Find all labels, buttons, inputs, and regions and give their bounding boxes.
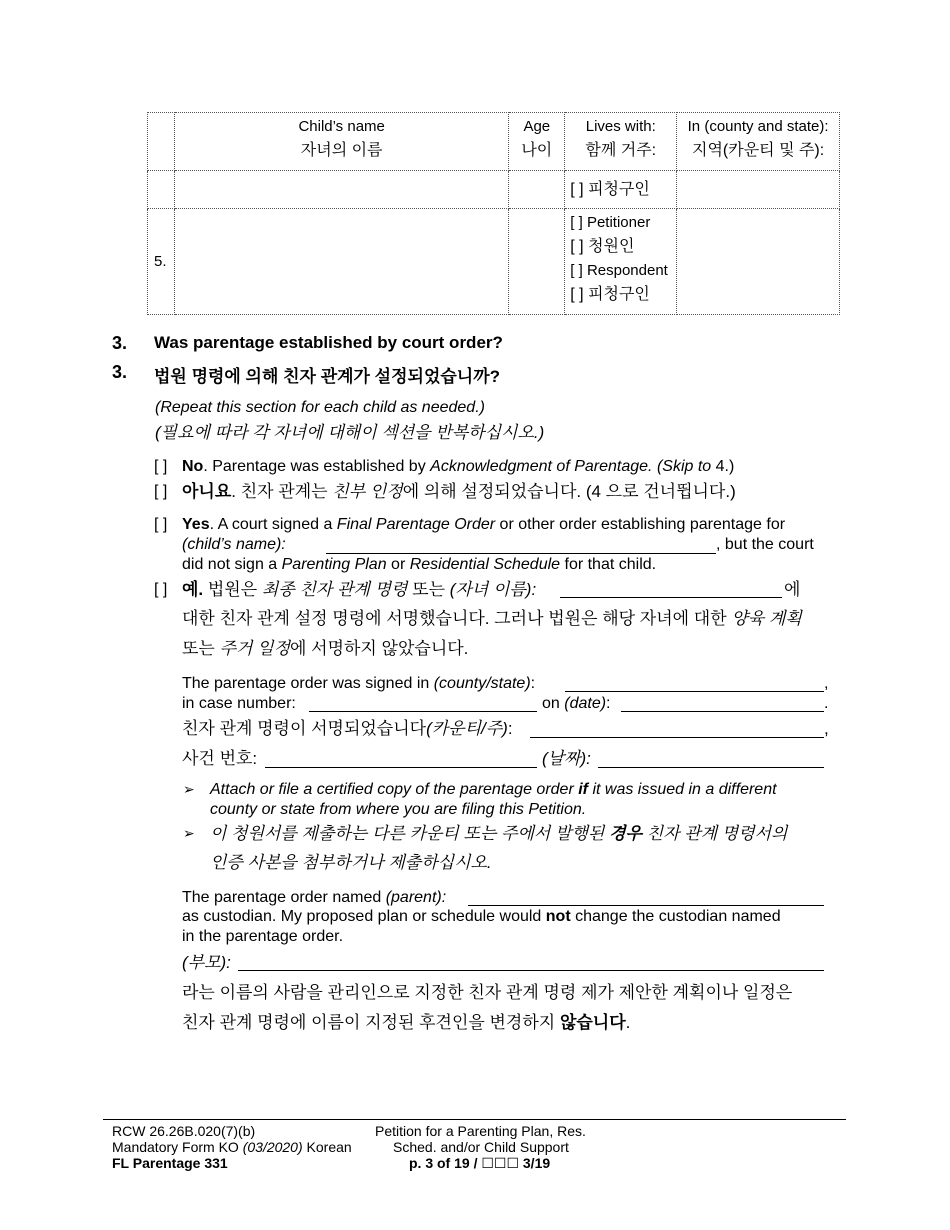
- custodian-kr-line1: 라는 이름의 사람을 관리인으로 지정한 친자 관계 명령 제가 제안한 계획이나 일정은: [182, 983, 793, 1002]
- header-county-state: In (county and state): 지역(카운티 및 주):: [677, 113, 840, 171]
- yes-option-kr-line2: 대한 친자 관계 설정 명령에 서명했습니다. 그러나 법원은 해당 자녀에 대한 양육 계획: [182, 609, 802, 628]
- footer-form: Mandatory Form KO (03/2020) Korean: [112, 1139, 352, 1155]
- table-row: [148, 171, 840, 209]
- footer-title2: Sched. and/or Child Support: [393, 1139, 569, 1155]
- header-child-name: Child’s name 자녀의 이름: [174, 113, 508, 171]
- bullet-en-line2: county or state from where you are filing this Petition.: [210, 801, 587, 818]
- date-kr-input[interactable]: [598, 767, 824, 768]
- parent-input[interactable]: [468, 905, 824, 906]
- table-header-row: [148, 113, 840, 171]
- lives-with-cell: [565, 209, 677, 315]
- county-state-kr-input[interactable]: [530, 737, 824, 738]
- case-number-kr-input[interactable]: [265, 767, 537, 768]
- no-option-en: No. Parentage was established by Acknowledgment of Parentage. (Skip to 4.): [182, 458, 735, 475]
- county-cell[interactable]: [677, 209, 840, 315]
- comma-kr: ,: [824, 719, 829, 738]
- footer-code: FL Parentage 331: [112, 1155, 228, 1171]
- period: .: [824, 695, 829, 712]
- respondent-kr-checkbox[interactable]: [ ] 피청구인: [570, 180, 650, 198]
- custodian-kr-line2: 친자 관계 명령에 이름이 지정된 후견인을 변경하지 않습니다.: [182, 1013, 631, 1032]
- arrow-bullet-icon: ➢: [183, 781, 195, 797]
- custodian-line3: in the parentage order.: [182, 928, 344, 945]
- yes-option-en-line1: Yes. A court signed a Final Parentage Order or other order establishing parentage for: [182, 516, 786, 533]
- respondent-kr-checkbox[interactable]: [ ] 피청구인: [570, 286, 650, 303]
- footer-title1: Petition for a Parenting Plan, Res.: [375, 1123, 586, 1139]
- petitioner-checkbox[interactable]: [ ] Petitioner: [570, 214, 651, 231]
- lives-with-cell: [565, 171, 677, 209]
- section-number: 3.: [112, 333, 128, 353]
- age-cell[interactable]: [509, 209, 565, 315]
- bullet-en-line1: Attach or file a certified copy of the parentage order if it was issued in a different: [210, 781, 777, 798]
- parent-kr-input[interactable]: [238, 970, 824, 971]
- yes-option-en-line2-end: , but the court: [716, 536, 814, 553]
- child-name-input[interactable]: [326, 553, 716, 554]
- county-cell[interactable]: [677, 171, 840, 209]
- footer-rcw: RCW 26.26B.020(7)(b): [112, 1123, 256, 1139]
- no-option-kr: 아니요. 친자 관계는 친부 인정에 의해 설정되었습니다. (4 으로 건너뜁니다.): [182, 482, 736, 501]
- yes-option-kr-line1: 예. 법원은 최종 친자 관계 명령 또는 (자녀 이름):: [182, 580, 537, 599]
- comma: ,: [824, 675, 829, 692]
- section-number-kr: 3.: [112, 362, 128, 382]
- child-name-kr-input[interactable]: [560, 597, 782, 598]
- bullet-kr-line2: 인증 사본을 첨부하거나 제출하십시오.: [210, 853, 492, 872]
- parent-kr-label: (부모):: [182, 953, 231, 972]
- date-kr-label: (날짜):: [542, 749, 591, 768]
- yes-child-name-label: (child’s name):: [182, 536, 286, 553]
- bullet-kr-line1: 이 청원서를 제출하는 다른 카운티 또는 주에서 발행된 경우 친자 관계 명령서의: [210, 824, 788, 843]
- yes-kr-checkbox[interactable]: [ ]: [154, 581, 168, 598]
- case-number-input[interactable]: [309, 711, 537, 712]
- children-table: [147, 112, 840, 315]
- yes-option-kr-line1-end: 에: [784, 580, 801, 599]
- respondent-checkbox[interactable]: [ ] Respondent: [570, 262, 668, 279]
- petitioner-kr-checkbox[interactable]: [ ] 청원인: [570, 238, 635, 255]
- age-cell[interactable]: [509, 171, 565, 209]
- repeat-note-kr: (필요에 따라 각 자녀에 대해이 섹션을 반복하십시오.): [155, 423, 545, 442]
- no-kr-checkbox[interactable]: [ ]: [154, 483, 168, 500]
- yes-checkbox[interactable]: [ ]: [154, 516, 168, 533]
- repeat-note-en: (Repeat this section for each child as needed.): [155, 399, 485, 416]
- row-number: 5.: [148, 209, 175, 315]
- header-age: Age 나이: [509, 113, 565, 171]
- section-title-kr: 법원 명령에 의해 친자 관계가 설정되었습니까?: [154, 367, 501, 386]
- signed-in-label: The parentage order was signed in (county/state):: [182, 675, 536, 692]
- yes-option-en-line3: did not sign a Parenting Plan or Residential Schedule for that child.: [182, 556, 657, 573]
- case-number-kr-label: 사건 번호:: [182, 749, 258, 768]
- section-title-en: Was parentage established by court order?: [154, 333, 503, 352]
- table-row: [148, 209, 840, 315]
- case-number-label: in case number:: [182, 695, 296, 712]
- no-checkbox[interactable]: [ ]: [154, 458, 168, 475]
- header-lives-with: Lives with: 함께 거주:: [565, 113, 677, 171]
- parent-named-label: The parentage order named (parent):: [182, 889, 447, 906]
- county-state-input[interactable]: [565, 691, 824, 692]
- yes-option-kr-line3: 또는 주거 일정에 서명하지 않았습니다.: [182, 639, 469, 658]
- row-num-cell: [148, 171, 175, 209]
- date-input[interactable]: [621, 711, 824, 712]
- footer-page: p. 3 of 19 / ☐☐☐ 3/19: [409, 1155, 551, 1171]
- arrow-bullet-icon: ➢: [183, 825, 195, 841]
- custodian-line2: as custodian. My proposed plan or schedule would not change the custodian named: [182, 908, 781, 925]
- signed-in-kr-label: 친자 관계 명령이 서명되었습니다(카운티/주):: [182, 719, 513, 738]
- child-name-cell[interactable]: [174, 209, 508, 315]
- footer-divider: [103, 1119, 846, 1120]
- header-num-cell: [148, 113, 175, 171]
- child-name-cell[interactable]: [174, 171, 508, 209]
- date-label: on (date):: [542, 695, 611, 712]
